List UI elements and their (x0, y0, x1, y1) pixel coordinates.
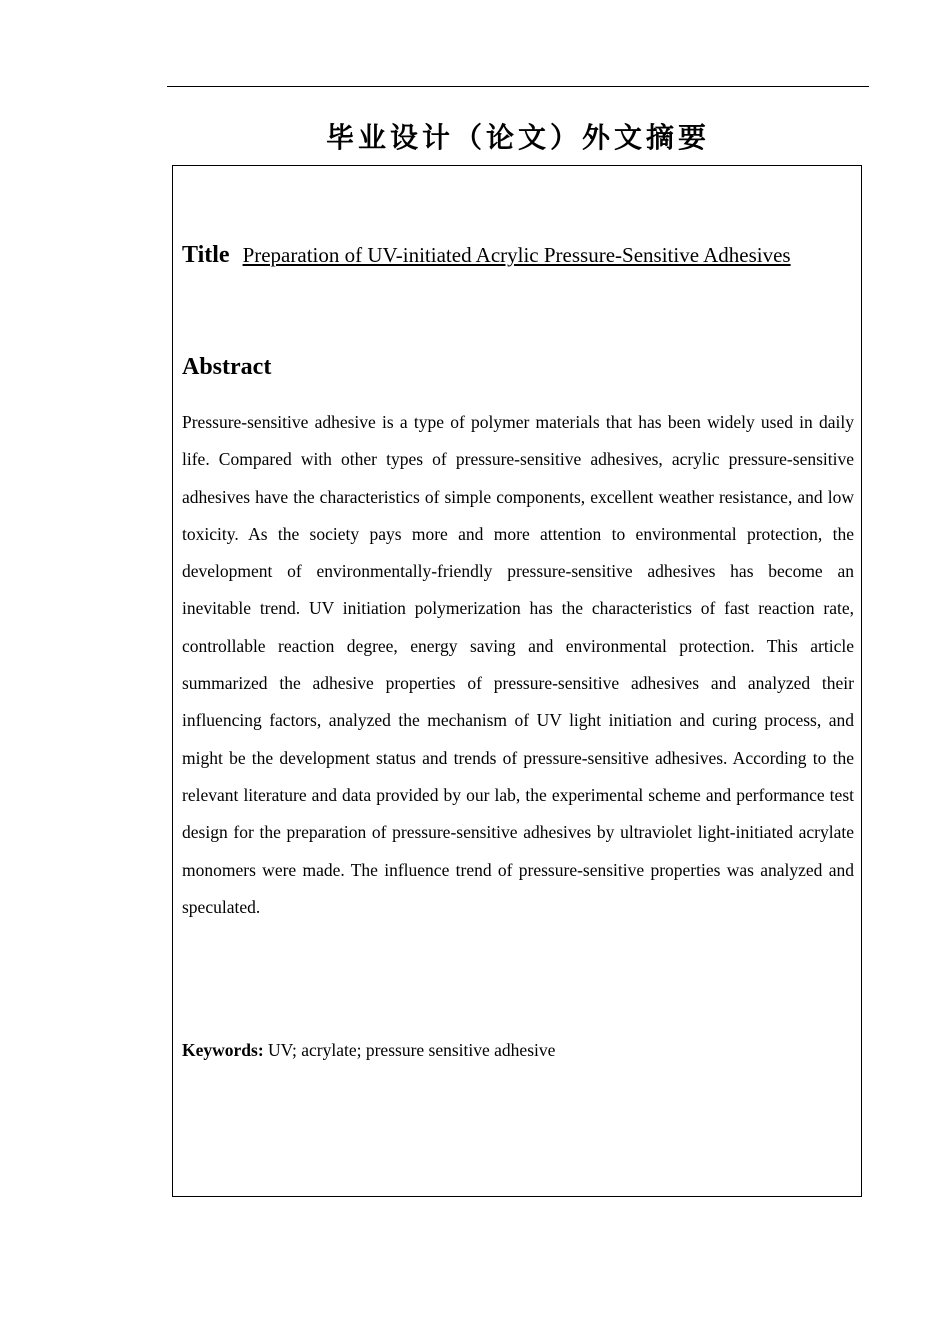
keywords-label: Keywords: (182, 1040, 264, 1060)
title-label: Title (182, 242, 230, 268)
thesis-title: Preparation of UV-initiated Acrylic Pressure-Sensitive Adhesives (242, 243, 791, 267)
title-row (182, 242, 791, 269)
abstract-body: Pressure-sensitive adhesive is a type of polymer materials that has been widely used in daily life. Compared with other types of pressure-sensitive adhesives, acrylic pressure-sensitive adhesives have the characteristics of simple components, excellent weather resistance, and low toxicity. As the society pays more and more attention to environmental protection, the development of environmentally-friendly pressure-sensitive adhesives has become an inevitable trend. UV initiation polymerization has the characteristics of fast reaction rate, controllable reaction degree, energy saving and environmental protection. This article summarized the adhesive properties of pressure-sensitive adhesives and analyzed their influencing factors, analyzed the mechanism of UV light initiation and curing process, and might be the development status and trends of pressure-sensitive adhesives. According to the relevant literature and data provided by our lab, the experimental scheme and performance test design for the preparation of pressure-sensitive adhesives by ultraviolet light-initiated acrylate monomers were made. The influence trend of pressure-sensitive properties was analyzed and speculated. (182, 412, 854, 917)
page-title: 毕业设计（论文）外文摘要 (325, 121, 710, 154)
abstract-heading: Abstract (182, 354, 272, 380)
header-rule (167, 86, 869, 87)
abstract-box (172, 165, 862, 1197)
keywords-row (182, 1040, 555, 1061)
keywords-text: UV; acrylate; pressure sensitive adhesive (268, 1040, 556, 1060)
